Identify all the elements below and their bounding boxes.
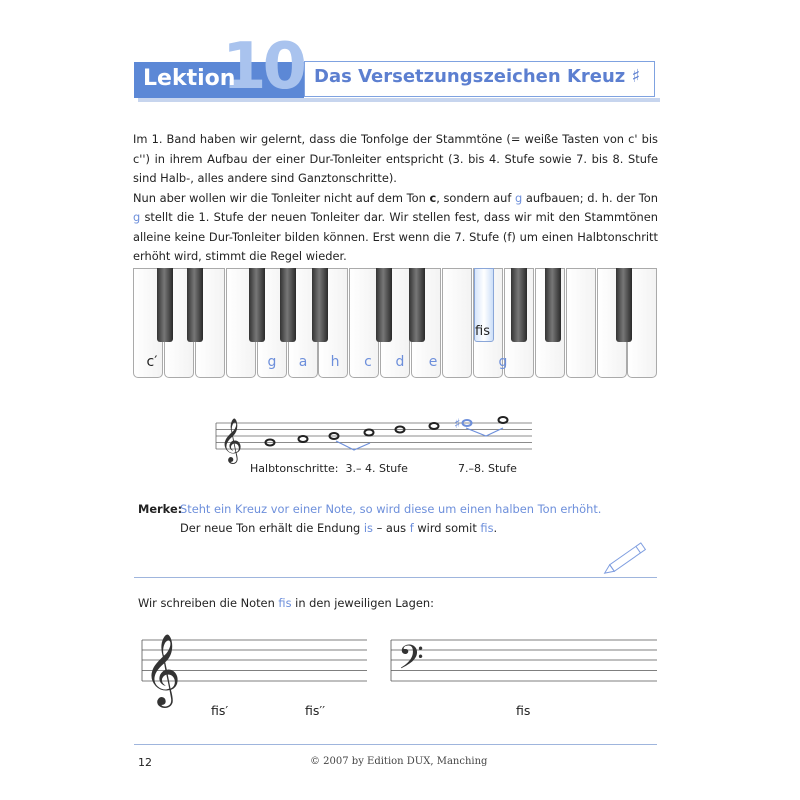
exercise-label: fis′′ (305, 703, 326, 718)
note-g: g (515, 190, 523, 205)
text: aufbauen; d. h. der Ton (522, 190, 658, 205)
bass-staff-exercise (391, 640, 657, 681)
key-label: h (330, 354, 340, 370)
divider (134, 577, 657, 578)
treble-clef-icon: 𝄞 (220, 418, 243, 462)
exercise-instruction (138, 596, 434, 610)
key-label: d (395, 354, 405, 370)
steps-7-8-label: 7.–8. Stufe (458, 462, 517, 475)
text: f (409, 521, 414, 535)
scale-notes (266, 417, 508, 446)
fis-key-label: fis (475, 324, 490, 339)
note-c: c (429, 190, 437, 205)
text: stellt die 1. Stufe der neuen Tonleiter dar. Wir stellen fest, dass wir mit den Stammtönen alleine keine Dur-Tonleiter bilden können. Erst wenn die 7. Stufe (f) um einen Halbtonschritt erhöht wird, stimmt die Regel wieder. (133, 210, 658, 263)
sharp-icon: ♯ (631, 66, 641, 87)
bass-clef-icon: 𝄢 (398, 639, 424, 685)
merke-label: Merke: (138, 502, 183, 516)
intro-paragraph-1: Im 1. Band haben wir gelernt, dass die Tonfolge der Stammtöne (= weiße Tasten von c' bis c'') in ihrem Aufbau der einer Dur-Tonleiter entspricht (3. bis 4. Stufe sowie 7. bis 8. Stufe sind Halb-, alles andere sind Ganztonschritte). (133, 132, 658, 185)
text: . (493, 521, 498, 535)
text: fis (278, 596, 292, 610)
footer-divider (134, 744, 657, 745)
merke-note (180, 521, 497, 535)
treble-clef-icon: 𝄞 (144, 632, 181, 705)
text: – aus (373, 521, 410, 535)
key-label: g (267, 354, 277, 370)
note-g: g (133, 210, 141, 224)
text: Nun aber wollen wir die Tonleiter nicht auf dem Ton (133, 190, 430, 205)
key-label: e (428, 354, 438, 370)
text: fis (480, 521, 494, 535)
lesson-label: Lektion (143, 66, 236, 91)
key-label: g (498, 354, 508, 370)
text: , sondern auf (436, 190, 516, 205)
exercise-label: fis′ (211, 703, 229, 718)
page-number: 12 (138, 756, 152, 769)
sharp-icon: ♯ (454, 417, 461, 432)
copyright: © 2007 by Edition DUX, Manching (310, 756, 488, 767)
lesson-number: 10 (222, 30, 304, 104)
text: Wir schreiben die Noten (138, 596, 279, 610)
key-label: a (298, 354, 308, 370)
title-text: Das Versetzungszeichen Kreuz (314, 66, 626, 87)
text: wird somit (413, 521, 481, 535)
merke-rule: Steht ein Kreuz vor einer Note, so wird diese um einen halben Ton erhöht. (180, 502, 602, 516)
half-steps-label: Halbtonschritte: 3.– 4. Stufe (250, 462, 408, 475)
exercise-label: fis (516, 703, 531, 718)
text: in den jeweiligen Lagen: (291, 596, 434, 610)
pencil-icon (602, 543, 645, 577)
text: Der neue Ton erhält die Endung (180, 521, 364, 535)
key-label: c (364, 354, 372, 370)
key-label: c′ (146, 354, 158, 370)
text: is (363, 521, 373, 535)
